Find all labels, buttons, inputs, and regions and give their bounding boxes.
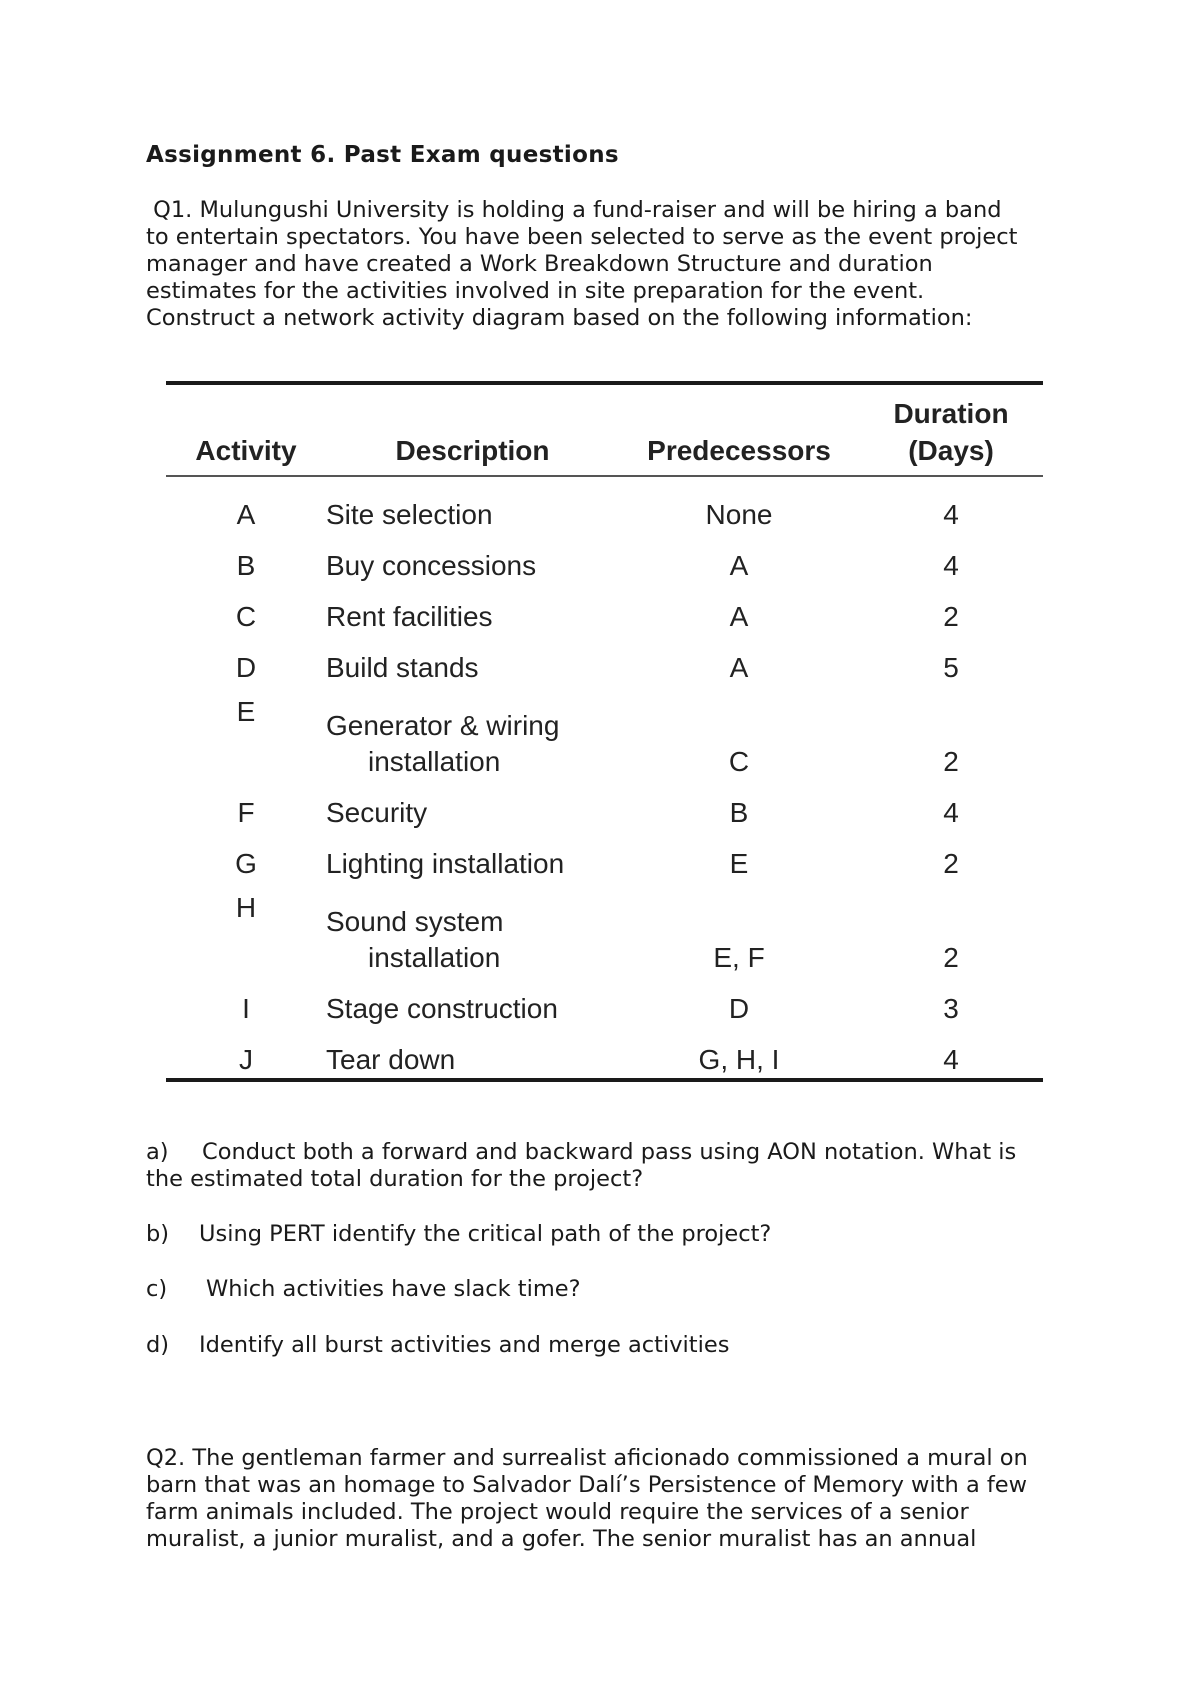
wbs-table-wrapper <box>166 381 1043 1082</box>
cell-description: Tear down <box>326 1044 456 1075</box>
cell-predecessors: E, F <box>713 942 765 973</box>
cell-predecessors: E <box>729 848 749 879</box>
cell-predecessors: B <box>729 797 749 828</box>
q1-intro <box>146 197 1076 332</box>
cell-description <box>326 686 619 780</box>
table-row <box>166 1027 1043 1080</box>
cell-activity: H <box>235 892 257 923</box>
q1-intro-line: manager and have created a Work Breakdown Structure and duration <box>146 251 933 277</box>
q1-intro-line: estimates for the activities involved in site preparation for the event. <box>146 278 925 304</box>
document-title: Assignment 6. Past Exam questions <box>146 142 619 168</box>
cell-description: Stage construction <box>326 993 558 1024</box>
q2-line: barn that was an homage to Salvador Dalí’s Persistence of Memory with a few <box>146 1472 1028 1498</box>
table-header-row <box>166 383 1043 476</box>
header-predecessors: Predecessors <box>647 435 831 466</box>
header-activity: Activity <box>195 435 297 466</box>
cell-description: Build stands <box>326 652 479 683</box>
cell-activity: E <box>236 696 256 727</box>
cell-activity: C <box>235 601 257 632</box>
cell-description-line2: installation <box>368 942 501 973</box>
cell-predecessors: A <box>729 550 749 581</box>
cell-description: Buy concessions <box>326 550 537 581</box>
q1-intro-line: to entertain spectators. You have been selected to serve as the event project <box>146 224 1018 250</box>
cell-activity: I <box>242 993 250 1024</box>
cell-description: Site selection <box>326 499 493 530</box>
cell-activity: D <box>235 652 257 683</box>
sub-question-c <box>146 1276 1076 1303</box>
header-description: Description <box>395 435 550 466</box>
cell-duration: 4 <box>943 1044 959 1075</box>
sub-question-text: Conduct both a forward and backward pass using AON notation. What is <box>202 1139 1017 1165</box>
wbs-table <box>166 381 1043 1082</box>
cell-activity: G <box>235 848 257 879</box>
sub-question-label: d) <box>146 1332 170 1358</box>
cell-description: Security <box>326 797 428 828</box>
table-row <box>166 476 1043 533</box>
cell-activity: A <box>236 499 256 530</box>
header-duration <box>859 383 1043 476</box>
sub-question-d <box>146 1332 1076 1359</box>
cell-duration: 2 <box>943 942 959 973</box>
q2-line: muralist, a junior muralist, and a gofer. The senior muralist has an annual <box>146 1526 977 1552</box>
sub-question-label: b) <box>146 1221 170 1247</box>
cell-predecessors: A <box>729 652 749 683</box>
cell-duration: 4 <box>943 797 959 828</box>
cell-duration: 4 <box>943 550 959 581</box>
cell-predecessors: G, H, I <box>698 1044 780 1075</box>
cell-predecessors: None <box>705 499 773 530</box>
cell-predecessors: C <box>728 746 750 777</box>
sub-question-text-cont: the estimated total duration for the project? <box>146 1166 644 1192</box>
cell-predecessors: A <box>729 601 749 632</box>
header-duration-line1: Duration <box>893 398 1009 429</box>
cell-predecessors: D <box>728 993 750 1024</box>
table-row <box>166 635 1043 686</box>
q2-line: farm animals included. The project would require the services of a senior <box>146 1499 969 1525</box>
cell-description-line1: Sound system <box>326 906 504 937</box>
table-row <box>166 780 1043 831</box>
table-row <box>166 686 1043 780</box>
sub-question-a <box>146 1139 1076 1193</box>
cell-duration: 4 <box>943 499 959 530</box>
q1-intro-line: Construct a network activity diagram based on the following information: <box>146 305 973 331</box>
cell-description-line1: Generator & wiring <box>326 710 560 741</box>
sub-question-text: Which activities have slack time? <box>206 1276 581 1302</box>
cell-activity: F <box>237 797 255 828</box>
table-row <box>166 976 1043 1027</box>
table-row <box>166 882 1043 976</box>
q2-line: Q2. The gentleman farmer and surrealist aficionado commissioned a mural on <box>146 1445 1028 1471</box>
sub-question-text: Identify all burst activities and merge activities <box>199 1332 730 1358</box>
sub-question-text: Using PERT identify the critical path of the project? <box>199 1221 772 1247</box>
sub-question-label: c) <box>146 1276 168 1302</box>
cell-duration: 3 <box>943 993 959 1024</box>
cell-description: Rent facilities <box>326 601 493 632</box>
header-duration-line2: (Days) <box>908 435 994 466</box>
cell-activity: J <box>239 1044 253 1075</box>
q1-intro-line: Q1. Mulungushi University is holding a fund-raiser and will be hiring a band <box>146 197 1002 223</box>
table-row <box>166 831 1043 882</box>
cell-description-line2: installation <box>368 746 501 777</box>
table-row <box>166 533 1043 584</box>
cell-description: Lighting installation <box>326 848 565 879</box>
q2-text <box>146 1445 1076 1553</box>
cell-duration: 2 <box>943 601 959 632</box>
cell-duration: 2 <box>943 848 959 879</box>
cell-activity: B <box>236 550 256 581</box>
cell-duration: 2 <box>943 746 959 777</box>
cell-duration: 5 <box>943 652 959 683</box>
cell-description <box>326 882 619 976</box>
sub-question-label: a) <box>146 1139 169 1165</box>
sub-question-b <box>146 1221 1076 1248</box>
table-row <box>166 584 1043 635</box>
